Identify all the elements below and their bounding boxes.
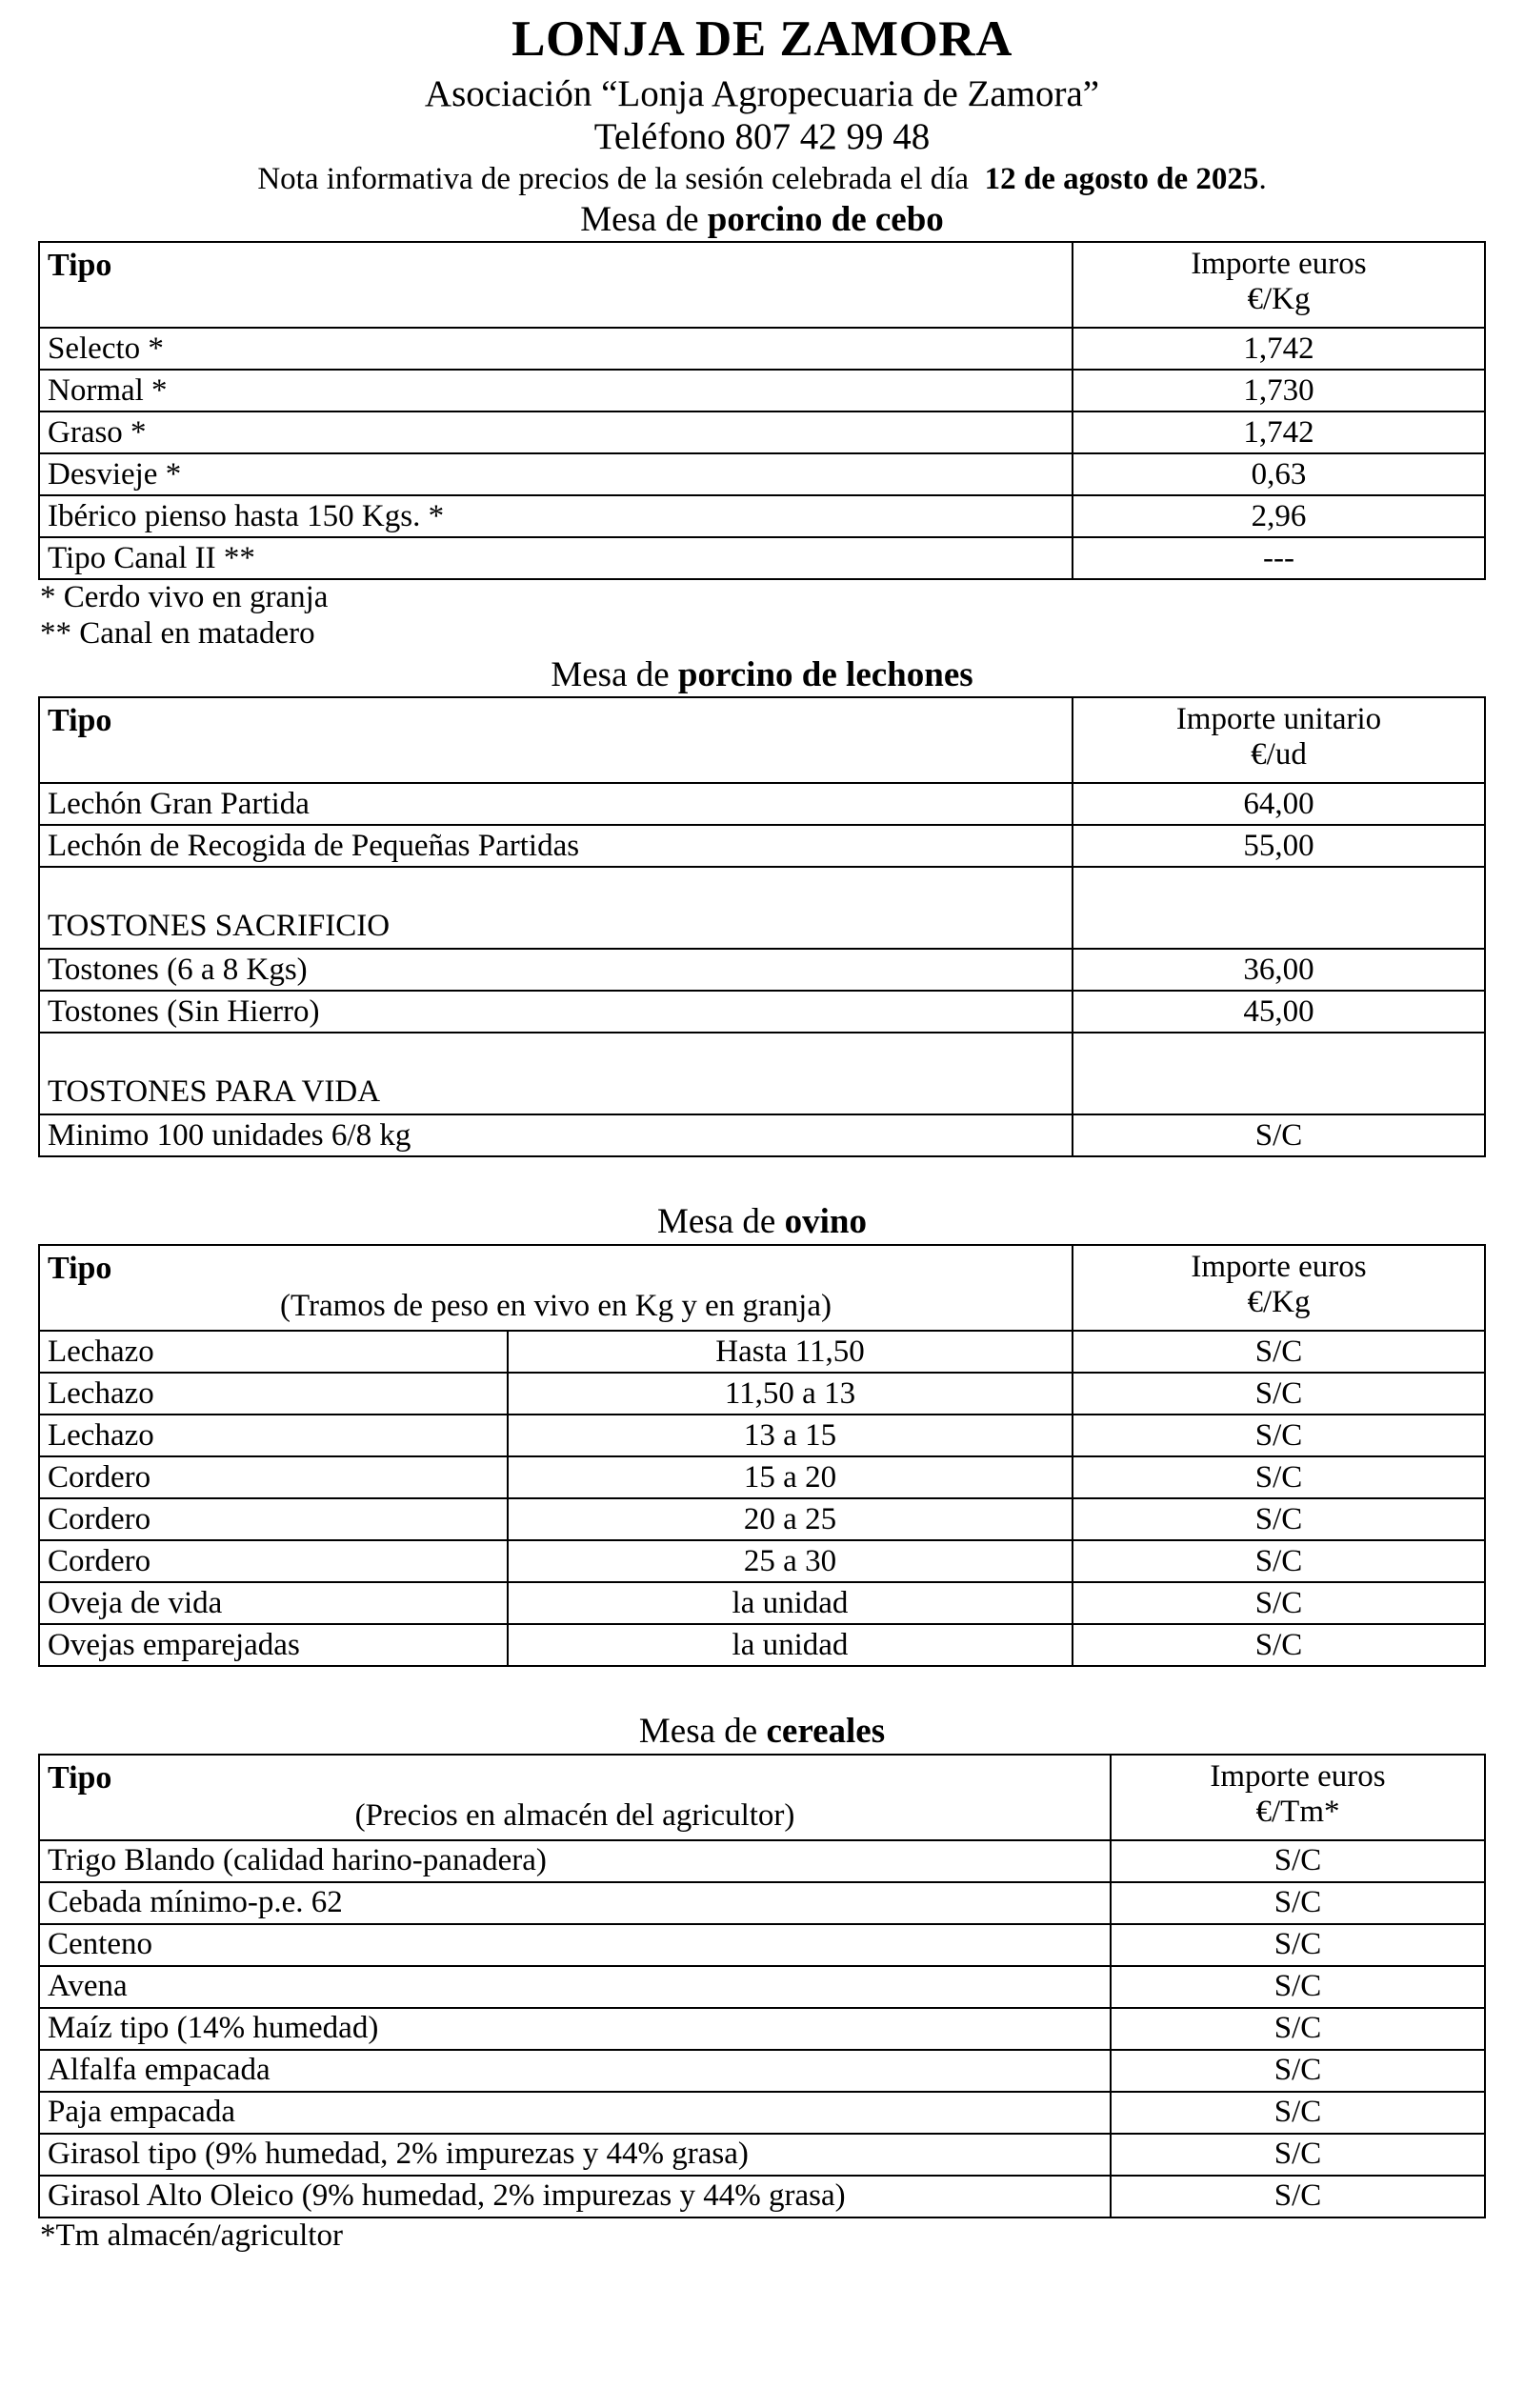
session-note-prefix: Nota informativa de precios de la sesión celebrada el día xyxy=(257,162,970,197)
section-heading-strong: cereales xyxy=(766,1712,886,1752)
table-row xyxy=(39,1582,1485,1624)
row-type: Girasol Alto Oleico (9% humedad, 2% impurezas y 44% grasa) xyxy=(39,2176,1111,2217)
table-row-group-header xyxy=(39,867,1485,949)
table-row xyxy=(39,2176,1485,2217)
row-type: Minimo 100 unidades 6/8 kg xyxy=(39,1114,1073,1156)
table-row xyxy=(39,2092,1485,2134)
table-row xyxy=(39,453,1485,495)
table-porcino-lechones xyxy=(38,696,1486,1157)
footnote: * Cerdo vivo en granja xyxy=(40,580,329,615)
row-type: Cordero xyxy=(39,1456,508,1498)
row-type: Trigo Blando (calidad harino-panadera) xyxy=(39,1840,1111,1882)
header-label-type: Tipo xyxy=(48,703,112,739)
row-value: S/C xyxy=(1073,1456,1485,1498)
row-value: S/C xyxy=(1111,2008,1485,2050)
row-type: Ovejas emparejadas xyxy=(39,1624,508,1666)
row-type: Lechón Gran Partida xyxy=(39,783,1073,825)
header-amount-line2: €/ud xyxy=(1251,737,1307,773)
row-value: 55,00 xyxy=(1073,825,1485,867)
table-row xyxy=(39,1415,1485,1456)
row-type: Lechazo xyxy=(39,1331,508,1373)
header-amount-line1: Importe euros xyxy=(1191,247,1367,282)
table-row xyxy=(39,1624,1485,1666)
header-amount-line2: €/Tm* xyxy=(1255,1794,1340,1829)
table-row xyxy=(39,1498,1485,1540)
table-row xyxy=(39,370,1485,411)
row-range: la unidad xyxy=(508,1624,1073,1666)
row-type: Selecto * xyxy=(39,328,1073,370)
row-type: Alfalfa empacada xyxy=(39,2050,1111,2092)
header-amount-line1: Importe euros xyxy=(1191,1250,1367,1285)
row-range: 13 a 15 xyxy=(508,1415,1073,1456)
header-label-type: Tipo xyxy=(48,248,112,284)
footnote: ** Canal en matadero xyxy=(40,616,315,652)
row-type: Maíz tipo (14% humedad) xyxy=(39,2008,1111,2050)
row-value: 2,96 xyxy=(1073,495,1485,537)
table-porcino-cebo xyxy=(38,241,1486,580)
table-header-row xyxy=(39,1755,1485,1840)
header-cell-type xyxy=(39,697,1073,783)
row-value xyxy=(1073,1033,1485,1114)
row-value: 45,00 xyxy=(1073,991,1485,1033)
document-header xyxy=(38,13,1486,197)
row-range: 15 a 20 xyxy=(508,1456,1073,1498)
row-value: S/C xyxy=(1111,1882,1485,1924)
row-type: Oveja de vida xyxy=(39,1582,508,1624)
row-value: S/C xyxy=(1073,1373,1485,1415)
phone-line: Teléfono 807 42 99 48 xyxy=(593,115,931,157)
row-type: Desvieje * xyxy=(39,453,1073,495)
row-type: Graso * xyxy=(39,411,1073,453)
section-heading-strong: ovino xyxy=(784,1202,867,1242)
row-value: S/C xyxy=(1111,2092,1485,2134)
row-type: Ibérico pienso hasta 150 Kgs. * xyxy=(39,495,1073,537)
section-heading-cereales xyxy=(38,1713,1486,1752)
row-value: 1,742 xyxy=(1073,328,1485,370)
table-row xyxy=(39,1966,1485,2008)
row-value: 64,00 xyxy=(1073,783,1485,825)
table-header-row xyxy=(39,242,1485,328)
row-type: TOSTONES SACRIFICIO xyxy=(39,867,1073,949)
section-heading-prefix: Mesa de xyxy=(638,1712,767,1752)
row-value: --- xyxy=(1073,537,1485,579)
header-amount-line2: €/Kg xyxy=(1247,1284,1311,1319)
table-row-group-header xyxy=(39,1033,1485,1114)
session-note-suffix: . xyxy=(1258,162,1267,197)
row-value: S/C xyxy=(1111,1966,1485,2008)
row-type: Normal * xyxy=(39,370,1073,411)
table-ovino xyxy=(38,1244,1486,1667)
row-range: 11,50 a 13 xyxy=(508,1373,1073,1415)
table-row xyxy=(39,2008,1485,2050)
section-heading-strong: porcino de cebo xyxy=(707,199,944,239)
row-value: S/C xyxy=(1073,1114,1485,1156)
row-value: S/C xyxy=(1073,1498,1485,1540)
section-heading-ovino xyxy=(38,1203,1486,1242)
footnote: *Tm almacén/agricultor xyxy=(40,2217,343,2253)
table-row xyxy=(39,1114,1485,1156)
row-value: S/C xyxy=(1111,2050,1485,2092)
row-range: 20 a 25 xyxy=(508,1498,1073,1540)
row-type: Girasol tipo (9% humedad, 2% impurezas y 44% grasa) xyxy=(39,2134,1111,2176)
row-value: 0,63 xyxy=(1073,453,1485,495)
row-type: Lechazo xyxy=(39,1415,508,1456)
row-value: 1,742 xyxy=(1073,411,1485,453)
table-row xyxy=(39,1456,1485,1498)
row-type: Paja empacada xyxy=(39,2092,1111,2134)
row-value: 36,00 xyxy=(1073,949,1485,991)
row-type: Tostones (Sin Hierro) xyxy=(39,991,1073,1033)
section-heading-prefix: Mesa de xyxy=(580,199,708,239)
session-date: 12 de agosto de 2025 xyxy=(984,162,1259,197)
section-heading-strong: porcino de lechones xyxy=(677,654,973,694)
table-row xyxy=(39,1882,1485,1924)
header-cell-type xyxy=(39,242,1073,328)
row-range: la unidad xyxy=(508,1582,1073,1624)
row-value: S/C xyxy=(1111,2134,1485,2176)
row-type: TOSTONES PARA VIDA xyxy=(39,1033,1073,1114)
row-range: 25 a 30 xyxy=(508,1540,1073,1582)
row-type: Tostones (6 a 8 Kgs) xyxy=(39,949,1073,991)
table-row xyxy=(39,991,1485,1033)
table-cereales xyxy=(38,1754,1486,2218)
table-row xyxy=(39,783,1485,825)
row-type: Lechazo xyxy=(39,1373,508,1415)
header-cell-amount xyxy=(1073,697,1485,783)
document-page xyxy=(0,13,1524,2408)
row-type: Cebada mínimo-p.e. 62 xyxy=(39,1882,1111,1924)
section-heading-prefix: Mesa de xyxy=(551,654,678,694)
association-subtitle: Asociación “Lonja Agropecuaria de Zamora” xyxy=(424,73,1100,115)
header-sublabel-type: (Tramos de peso en vivo en Kg y en granja) xyxy=(280,1289,832,1324)
row-type: Cordero xyxy=(39,1540,508,1582)
row-value: S/C xyxy=(1073,1624,1485,1666)
row-type: Tipo Canal II ** xyxy=(39,537,1073,579)
row-range: Hasta 11,50 xyxy=(508,1331,1073,1373)
header-cell-type xyxy=(39,1755,1111,1840)
table-row xyxy=(39,495,1485,537)
row-value: S/C xyxy=(1111,2176,1485,2217)
table-row xyxy=(39,1840,1485,1882)
table-row xyxy=(39,1540,1485,1582)
row-value: S/C xyxy=(1111,1924,1485,1966)
table-row xyxy=(39,1331,1485,1373)
row-value: S/C xyxy=(1073,1540,1485,1582)
table-header-row xyxy=(39,697,1485,783)
row-value: S/C xyxy=(1073,1415,1485,1456)
row-type: Avena xyxy=(39,1966,1111,2008)
header-amount-line1: Importe unitario xyxy=(1175,702,1382,737)
section-heading-prefix: Mesa de xyxy=(657,1202,785,1242)
row-type: Lechón de Recogida de Pequeñas Partidas xyxy=(39,825,1073,867)
table-row xyxy=(39,2050,1485,2092)
table-header-row xyxy=(39,1245,1485,1331)
table-row xyxy=(39,949,1485,991)
header-cell-amount xyxy=(1073,242,1485,328)
header-sublabel-type: (Precios en almacén del agricultor) xyxy=(354,1797,795,1833)
table-row xyxy=(39,2134,1485,2176)
header-amount-line2: €/Kg xyxy=(1247,282,1311,317)
page-title: LONJA DE ZAMORA xyxy=(511,11,1013,67)
header-cell-type xyxy=(39,1245,1073,1331)
section-heading-porcino-cebo xyxy=(38,201,1486,240)
row-type: Centeno xyxy=(39,1924,1111,1966)
table-row xyxy=(39,1373,1485,1415)
table-row xyxy=(39,1924,1485,1966)
row-value: S/C xyxy=(1111,1840,1485,1882)
header-amount-line1: Importe euros xyxy=(1210,1758,1386,1794)
row-type: Cordero xyxy=(39,1498,508,1540)
table-row xyxy=(39,825,1485,867)
row-value: 1,730 xyxy=(1073,370,1485,411)
header-label-type: Tipo xyxy=(48,1759,112,1796)
header-cell-amount xyxy=(1111,1755,1485,1840)
session-note xyxy=(38,162,1486,196)
row-value: S/C xyxy=(1073,1582,1485,1624)
header-cell-amount xyxy=(1073,1245,1485,1331)
row-value xyxy=(1073,867,1485,949)
spacer xyxy=(38,1667,1486,1709)
table-row xyxy=(39,537,1485,579)
section-heading-porcino-lechones xyxy=(38,656,1486,695)
spacer xyxy=(38,1157,1486,1199)
table-row xyxy=(39,411,1485,453)
header-label-type: Tipo xyxy=(48,1251,112,1287)
table-row xyxy=(39,328,1485,370)
row-value: S/C xyxy=(1073,1331,1485,1373)
